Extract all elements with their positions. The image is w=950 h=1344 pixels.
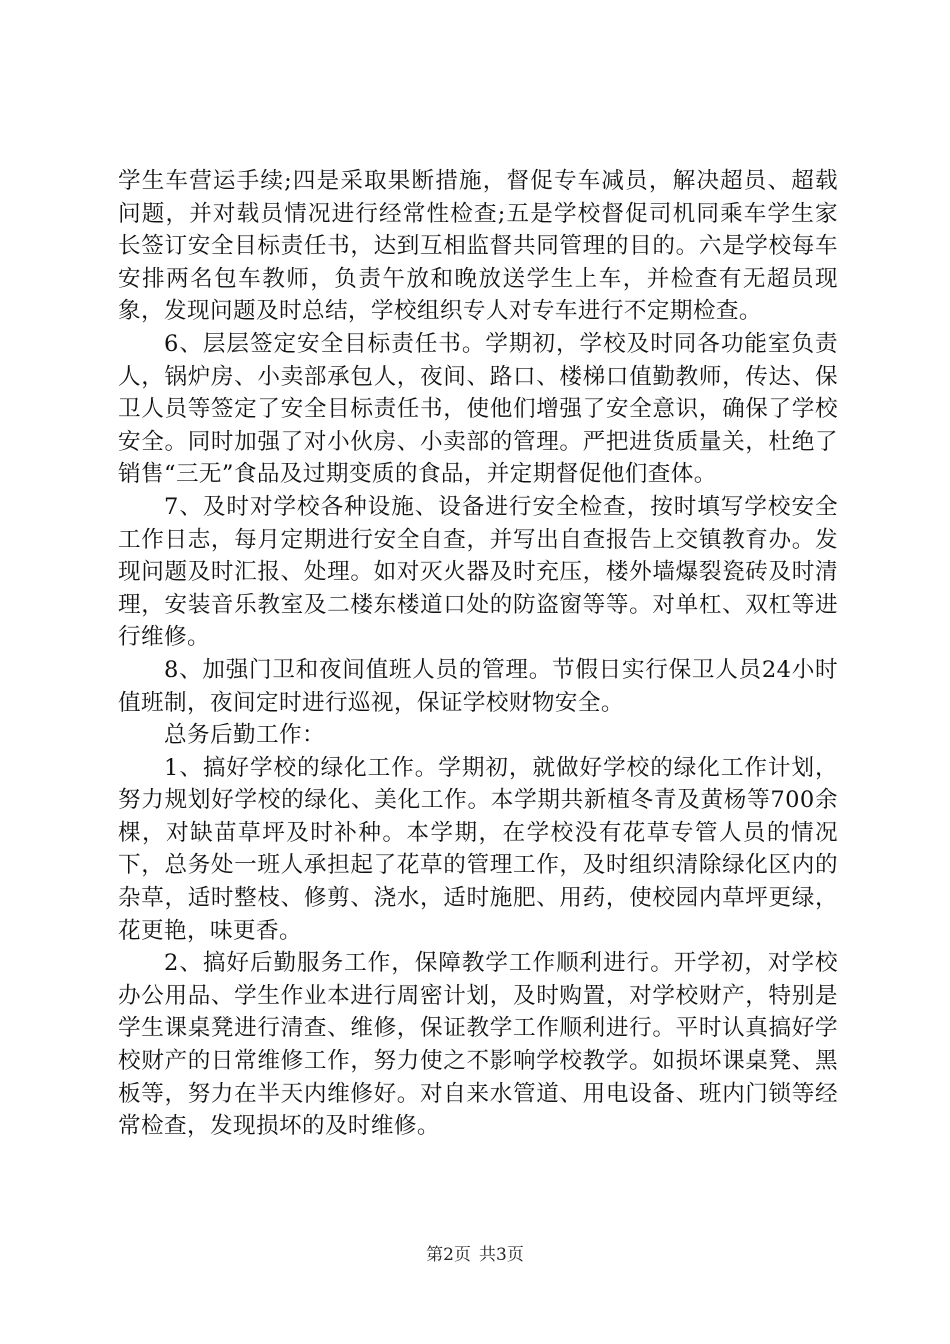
page-total: 共3页 bbox=[479, 1245, 524, 1265]
section-heading: 总务后勤工作： bbox=[164, 722, 325, 749]
paragraph-6: 2、搞好后勤服务工作，保障教学工作顺利进行。开学初，对学校办公用品、学生作业本进行周密计划，及时购置，对学校财产，特别是学生课桌凳进行清查、维修，保证教学工作顺利进行。平时认真搞好学校财产的日常维修工作，努力使之不影响学校教学。如损坏课桌凳、黑板等，努力在半天内维修好。对自来水管道、用电设备、班内门锁等经常检查，发现损坏的及时维修。 bbox=[118, 950, 838, 1140]
page-footer bbox=[0, 1244, 950, 1266]
paragraph-4: 8、加强门卫和夜间值班人员的管理。节假日实行保卫人员24小时值班制，夜间定时进行巡视，保证学校财物安全。 bbox=[118, 656, 838, 716]
paragraph-2: 6、层层签定安全目标责任书。学期初，学校及时同各功能室负责人，锅炉房、小卖部承包人，夜间、路口、楼梯口值勤教师，传达、保卫人员等签定了安全目标责任书，使他们增强了安全意识，确保了学校安全。同时加强了对小伙房、小卖部的管理。严把进货质量关，杜绝了销售“三无”食品及过期变质的食品，并定期督促他们查体。 bbox=[118, 330, 838, 488]
paragraph-1: 学生车营运手续;四是采取果断措施，督促专车减员，解决超员、超载问题，并对载员情况进行经常性检查;五是学校督促司机同乘车学生家长签订安全目标责任书，达到互相监督共同管理的目的。六是学校每车安排两名包车教师，负责午放和晚放送学生上车，并检查有无超员现象，发现问题及时总结，学校组织专人对专车进行不定期检查。 bbox=[118, 168, 838, 325]
paragraph-3: 7、及时对学校各种设施、设备进行安全检查，按时填写学校安全工作日志，每月定期进行安全自查，并写出自查报告上交镇教育办。发现问题及时汇报、处理。如对灭火器及时充压，楼外墙爆裂瓷砖及时清理，安装音乐教室及二楼东楼道口处的防盗窗等等。对单杠、双杠等进行维修。 bbox=[118, 493, 838, 651]
paragraph-5: 1、搞好学校的绿化工作。学期初，就做好学校的绿化工作计划，努力规划好学校的绿化、美化工作。本学期共新植冬青及黄杨等700余棵，对缺苗草坪及时补种。本学期，在学校没有花草专管人员的情况下，总务处一班人承担起了花草的管理工作，及时组织清除绿化区内的杂草，适时整枝、修剪、浇水，适时施肥、用药，使校园内草坪更绿，花更艳，味更香。 bbox=[118, 754, 838, 944]
document-body bbox=[118, 165, 838, 1143]
page-number: 第2页 bbox=[426, 1245, 471, 1265]
